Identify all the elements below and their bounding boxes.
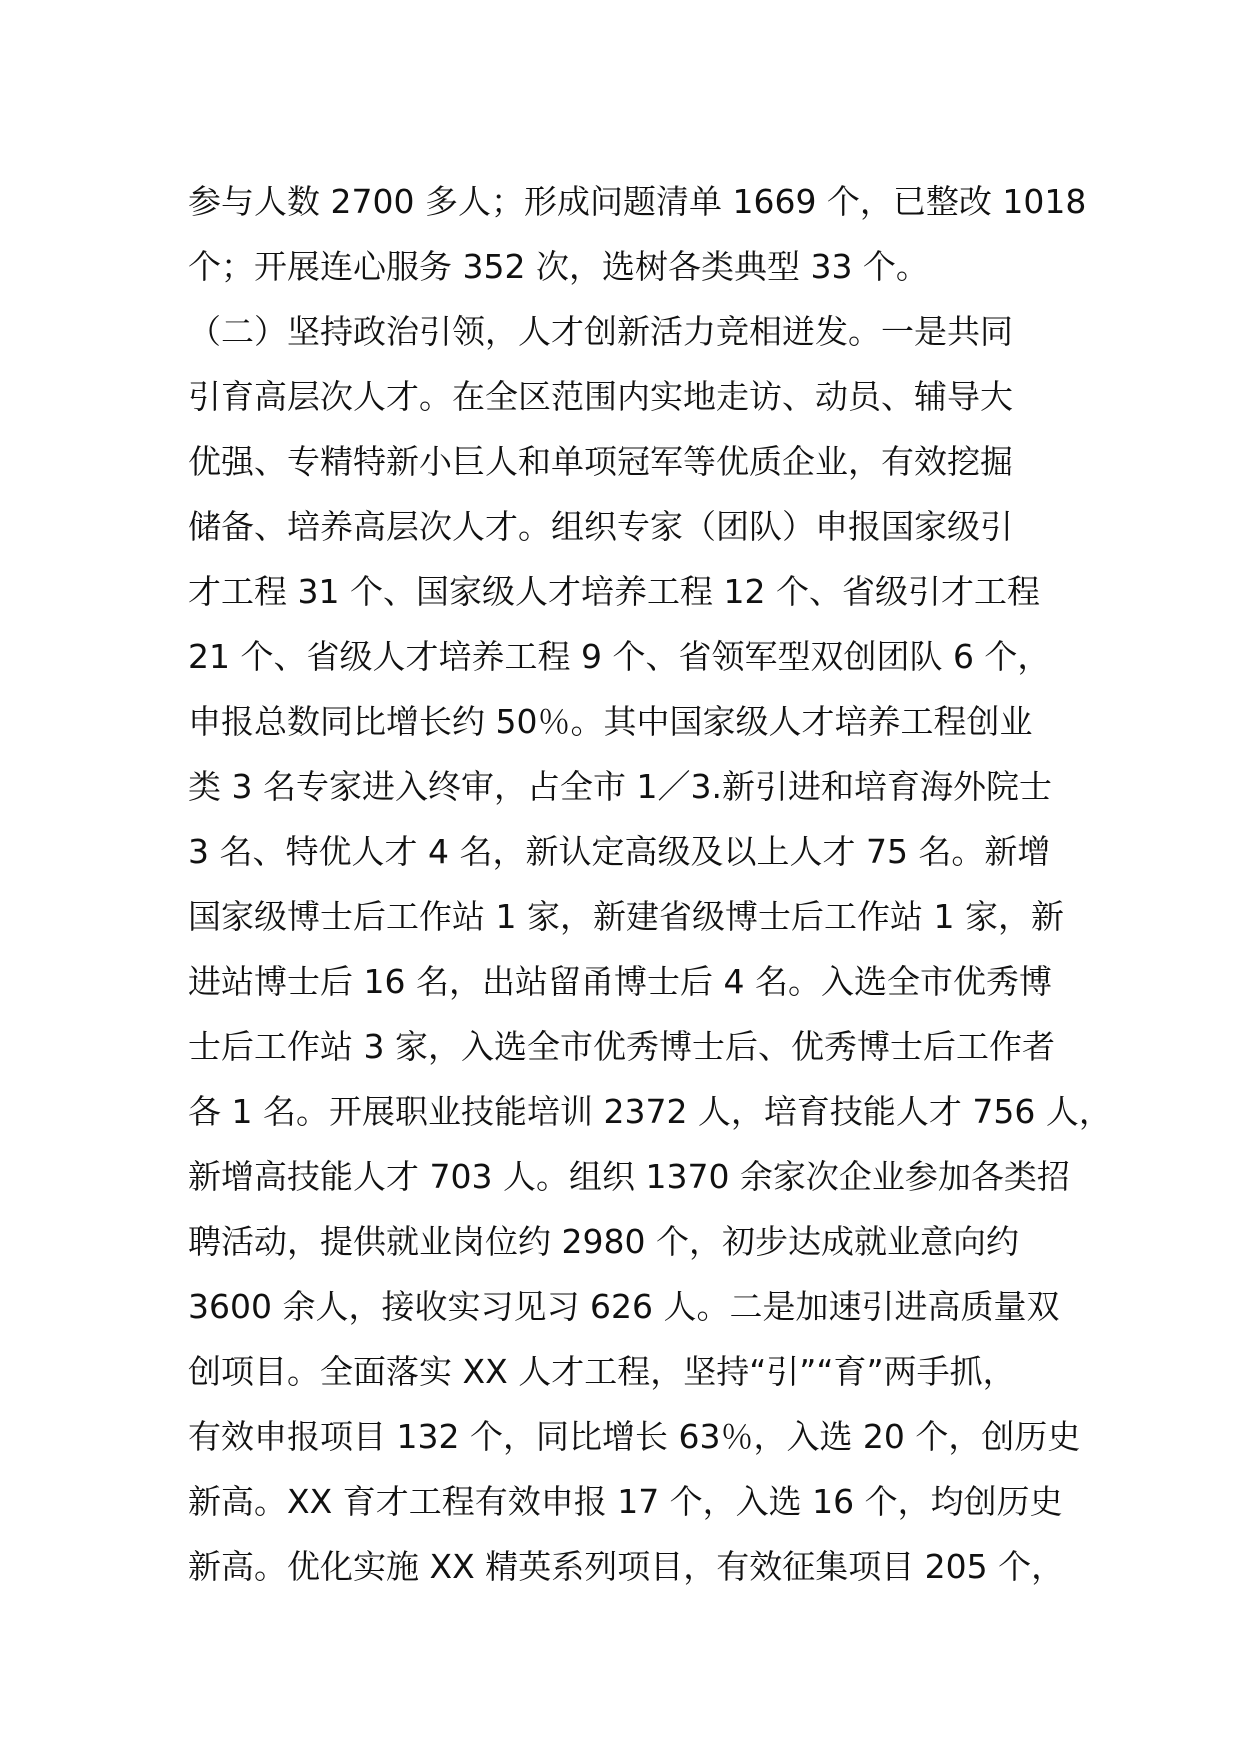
text-line-22: 新高。优化实施 XX 精英系列项目，有效征集项目 205 个， <box>188 1547 1065 1586</box>
text-line-7: 才工程 31 个、国家级人才培养工程 12 个、省级引才工程 <box>188 572 1040 611</box>
text-line-8: 21 个、省级人才培养工程 9 个、省领军型双创团队 6 个， <box>188 637 1051 676</box>
text-line-16: 新增高技能人才 703 人。组织 1370 余家次企业参加各类招 <box>188 1157 1070 1196</box>
text-line-11: 3 名、特优人才 4 名，新认定高级及以上人才 75 名。新增 <box>188 832 1051 871</box>
text-line-12: 国家级博士后工作站 1 家，新建省级博士后工作站 1 家，新 <box>188 897 1064 936</box>
text-line-19: 创项目。全面落实 XX 人才工程，坚持“引”“育”两手抓， <box>188 1352 1016 1391</box>
text-line-17: 聘活动，提供就业岗位约 2980 个，初步达成就业意向约 <box>188 1222 1019 1261</box>
text-line-10: 类 3 名专家进入终审，占全市 1／3.新引进和培育海外院士 <box>188 767 1052 806</box>
text-line-6: 储备、培养高层次人才。组织专家（团队）申报国家级引 <box>188 507 1013 546</box>
text-line-14: 士后工作站 3 家，入选全市优秀博士后、优秀博士后工作者 <box>188 1027 1055 1066</box>
text-line-15: 各 1 名。开展职业技能培训 2372 人，培育技能人才 756 人， <box>188 1092 1112 1131</box>
text-line-4: 引育高层次人才。在全区范围内实地走访、动员、辅导大 <box>188 377 1013 416</box>
text-line-21: 新高。XX 育才工程有效申报 17 个，入选 16 个，均创历史 <box>188 1482 1063 1521</box>
text-line-3: （二）坚持政治引领，人才创新活力竞相迸发。一是共同 <box>188 312 1013 351</box>
text-line-13: 进站博士后 16 名，出站留甬博士后 4 名。入选全市优秀博 <box>188 962 1052 1001</box>
text-line-5: 优强、专精特新小巨人和单项冠军等优质企业，有效挖掘 <box>188 442 1013 481</box>
text-line-1: 参与人数 2700 多人；形成问题清单 1669 个，已整改 1018 <box>188 182 1087 221</box>
text-line-18: 3600 余人，接收实习见习 626 人。二是加速引进高质量双 <box>188 1287 1060 1326</box>
text-line-20: 有效申报项目 132 个，同比增长 63％，入选 20 个，创历史 <box>188 1417 1081 1456</box>
text-line-9: 申报总数同比增长约 50％。其中国家级人才培养工程创业 <box>188 702 1033 741</box>
body-text <box>188 169 1112 1599</box>
text-line-2: 个；开展连心服务 352 次，选树各类典型 33 个。 <box>188 247 929 286</box>
